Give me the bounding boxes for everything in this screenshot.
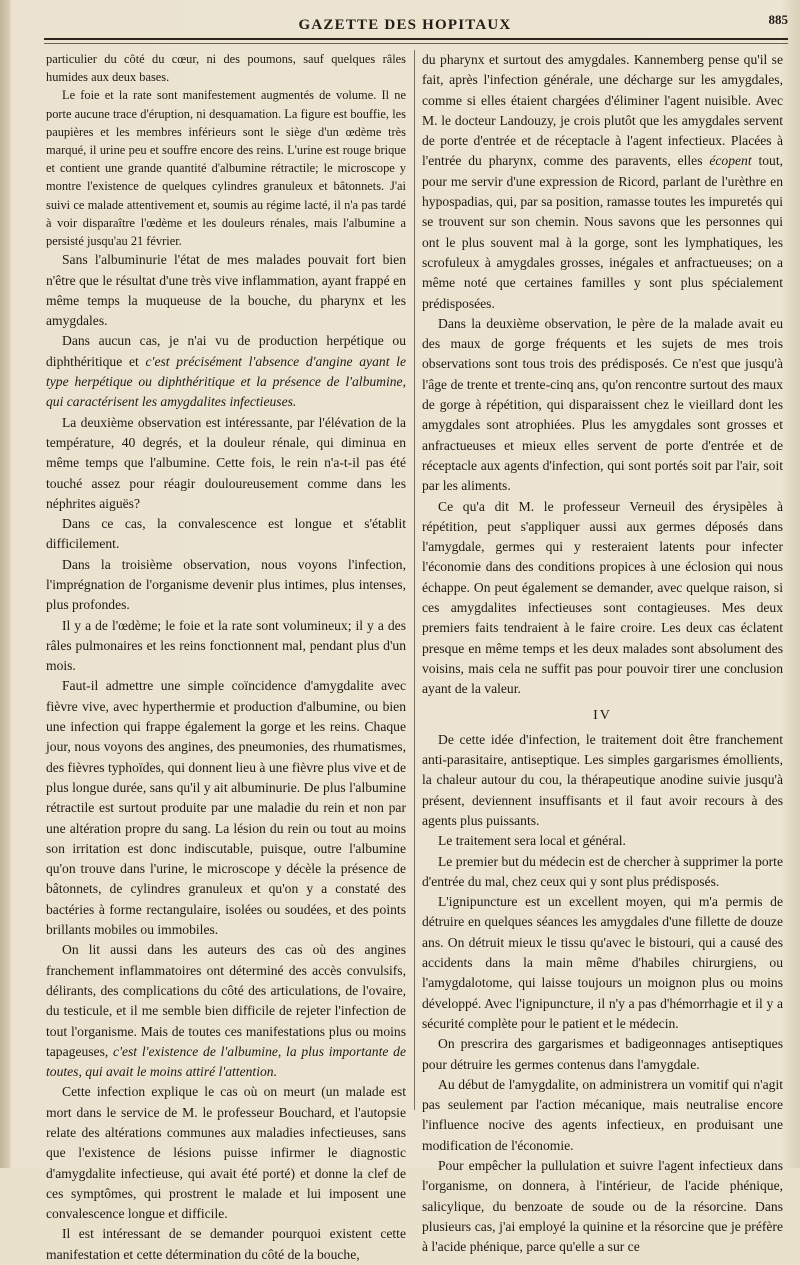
paragraph-text: du pharynx et surtout des amygdales. Kannemberg pense qu'il se fait, après l'infection générale, une décharge sur les amygdales, comme si elles étaient chargées d'éliminer l'agent nuisible. Avec M. le docteur Landouzy, je crois plutôt que les amygdales servent de porte d'entrée et de réceptacle à l'agent infectieux. Placées à l'entrée du pharynx, comme des paravents, elles: [422, 52, 783, 169]
page-number: 885: [768, 12, 788, 27]
publication-title: GAZETTE DES HOPITAUX: [298, 17, 512, 33]
left-column: [46, 50, 406, 1265]
paragraph: Le premier but du médecin est de chercher à supprimer la porte d'entrée du mal, chez ceux qui y sont plus prédisposés.: [422, 853, 783, 889]
italic-emphasis: c'est précisément l'absence d'angine ayant le type herpétique ou diphthéritique et la présence de l'albumine, qui caractérisent les amygdalites infectieuses.: [46, 353, 406, 410]
paragraph: Le traitement sera local et général.: [438, 833, 626, 849]
italic-emphasis: écopent: [709, 153, 752, 169]
paragraph: Ce qu'a dit M. le professeur Verneuil des érysipèles à répétition, peut s'appliquer aussi aux germes déposés dans l'amygdale, germes qui y resteraient latents pour infecter l'économie dans des conditions propices à une éclosion qui nous échappe. On peut également se demander, avec quelque raison, si ces amygdalites infectieuses sont contagieuses. Mes deux premiers faits tendraient à le faire croire. Les deux cas éclatent presque en même temps et les deux malades sont absolument des voisins, mais cela ne suffit pas pour pouvoir tirer une conclusion ayant de la valeur.: [422, 498, 783, 697]
paragraph: L'ignipuncture est un excellent moyen, qui m'a permis de détruire en quelques séances les amygdales d'une fillette de douze ans. On détruit mieux le tissu qu'avec le bistouri, qui a causé des accidents dans la main même d'habiles chirurgiens, ou l'amygdalotome, qui laisse toujours un moignon plus ou moins développé. Avec l'ignipuncture, il n'y a pas d'hémorrhagie et il y a sécurité complète pour le patient et le médecin.: [422, 894, 783, 1031]
paragraph-text: tout, pour me servir d'une expression de Ricord, parlant de l'urèthre en hypospadias, qui, par sa position, ramasse toutes les impuretés qui se trouvent sur son chemin. Nous savons que les personnes qui ont le plus souvent mal à la gorge, sont les lymphatiques, les scrofuleux à amygdales grosses, inégales et anfractueuses; on a même noté que certaines familles y sont plus spécialement prédisposées.: [422, 153, 784, 311]
paragraph: Il y a de l'œdème; le foie et la rate sont volumineux; il y a des râles pulmonaires et les reins fonctionnent mal, pendant plus d'un mois.: [46, 617, 406, 674]
header-rule: [44, 38, 788, 40]
paragraph: Le foie et la rate sont manifestement augmentés de volume. Il ne porte aucune trace d'éruption, ni desquamation. La figure est bouffie, les paupières et les membres inférieurs sont le siège d'un œdème très marqué, il urine peu et souffre encore des reins. L'urine est rouge brique et contient une grande quantité d'albumine rétractile; le microscope y montre l'existence de quelques cylindres granuleux et bâtonnets. J'ai suivi ce malade attentivement et, soumis au régime lacté, il n'a pas tardé à voir disparaître l'œdème et les douleurs rénales, mais l'albumine a persisté jusqu'au 21 février.: [46, 88, 406, 249]
italic-emphasis: c'est l'existence de l'albumine, la plus importante de toutes, qui avait le moins attiré l'attention.: [46, 1043, 406, 1080]
paragraph: Il est intéressant de se demander pourquoi existent cette manifestation et cette détermination du côté de la bouche,: [46, 1226, 406, 1262]
paragraph-text: On lit aussi dans les auteurs des cas où des angines franchement inflammatoires ont déterminé des accès convulsifs, délirants, des complications du côté des articulations, de l'ovaire, du testicule, et il me semble bien difficile de rejeter l'infection de tout l'organisme. Mais de toutes ces manifestations plus ou moins tapageuses,: [46, 942, 406, 1059]
paragraph: Cette infection explique le cas où on meurt (un malade est mort dans le service de M. le professeur Bouchard, et l'autopsie relate des altérations communes aux maladies infectieuses, sans que l'existence de lésions puisse infirmer le diagnostic d'amygdalite infectieuse, qui avait été porté) et donne la clef de ces symptômes, qui prostrent le malade et lui imposent une convalescence longue et difficile.: [46, 1084, 406, 1222]
paragraph: De cette idée d'infection, le traitement doit être franchement anti-parasitaire, antiseptique. Les simples gargarismes émollients, la chaleur autour du cou, la thérapeutique anodine suivie jusqu'à présent, deviennent insuffisants et il faut avoir recours à des agents plus puissants.: [422, 731, 783, 828]
paragraph: Dans la deuxième observation, le père de la malade avait eu des maux de gorge fréquents et les sujets de mes trois observations sont tous trois des prédisposés. Ce n'est que jusqu'à l'âge de trente et trente-cinq ans, qu'on rencontre surtout des maux de gorge à répétition, qui disparaissent chez le vieillard dont les amygdales sont atrophiées. Plus les amygdales sont grosses et anfractueuses et mieux elles servent de porte d'entrée et de réceptacle aux agents d'infection, qui sont portés soit par l'air, soit par les aliments.: [422, 315, 783, 494]
paragraph: [46, 940, 406, 1082]
section-heading: IV: [593, 707, 612, 723]
paragraph: particulier du côté du cœur, ni des poumons, sauf quelques râles humides aux deux bases.: [46, 52, 406, 85]
right-column: [422, 50, 783, 1258]
header-rule-thin: [44, 43, 788, 44]
paragraph: Sans l'albuminurie l'état de mes malades pouvait fort bien n'être que le résultat d'une très vive inflammation, ayant frappé en même temps la muqueuse de la bouche, du pharynx et les amygdales.: [46, 252, 406, 329]
paragraph: [422, 50, 783, 314]
paragraph: Faut-il admettre une simple coïncidence d'amygdalite avec fièvre vive, avec hyperthermie et production d'albumine, ou bien une infection qui frappe également la gorge et les reins. Chaque jour, nous voyons des angines, des pneumonies, des rhumatismes, des fièvres typhoïdes, qui donnent lieu à une fièvre plus vive et de plus longue durée, sans qu'il y ait albuminurie. De plus l'albumine rétractile est surtout produite par une maladie du rein et non par une altération propre du sang. La lésion du rein ou tout au moins son irritation est donc indiscutable, puisque, outre l'albumine qu'on trouve dans l'urine, le microscope y décèle la présence de bâtonnets, de cylindres granuleux et qu'on y a constaté des bactéries à forme rectangulaire, isolées ou soudées, et des points brillants mobiles ou immobiles.: [46, 678, 406, 938]
paragraph: Pour empêcher la pullulation et suivre l'agent infectieux dans l'organisme, on donnera, à l'intérieur, de l'acide phénique, salicylique, du benzoate de soude ou de la résorcine. Dans plusieurs cas, j'ai employé la quinine et la résorcine que je préfère à l'acide phénique, parce qu'elle a sur ce: [422, 1158, 783, 1255]
column-divider: [414, 50, 415, 1110]
paragraph: Dans ce cas, la convalescence est longue et s'établit difficilement.: [46, 516, 406, 552]
paragraph-text: Dans aucun cas, je n'ai vu de production herpétique ou diphthéritique et: [46, 333, 406, 369]
paragraph: La deuxième observation est intéressante, par l'élévation de la température, 40 degrés, et la douleur rénale, qui diminua en même temps que l'albumine. Cette fois, le rein n'a-t-il pas été touché assez pour réagir douloureusement comme dans les néphrites aiguës?: [46, 414, 406, 511]
paragraph: On prescrira des gargarismes et badigeonnages antiseptiques pour détruire les germes contenus dans l'amygdale.: [422, 1036, 783, 1072]
paragraph: Dans la troisième observation, nous voyons l'infection, l'imprégnation de l'organisme devenir plus intimes, plus intenses, plus profondes.: [46, 556, 406, 613]
paragraph: [46, 331, 406, 412]
binding-edge: [0, 0, 10, 1168]
paragraph: Au début de l'amygdalite, on administrera un vomitif qui n'agit pas seulement par l'action mécanique, mais neutralise encore l'influence nocive des agents infectieux, en produisant une modification de l'économie.: [422, 1076, 783, 1153]
